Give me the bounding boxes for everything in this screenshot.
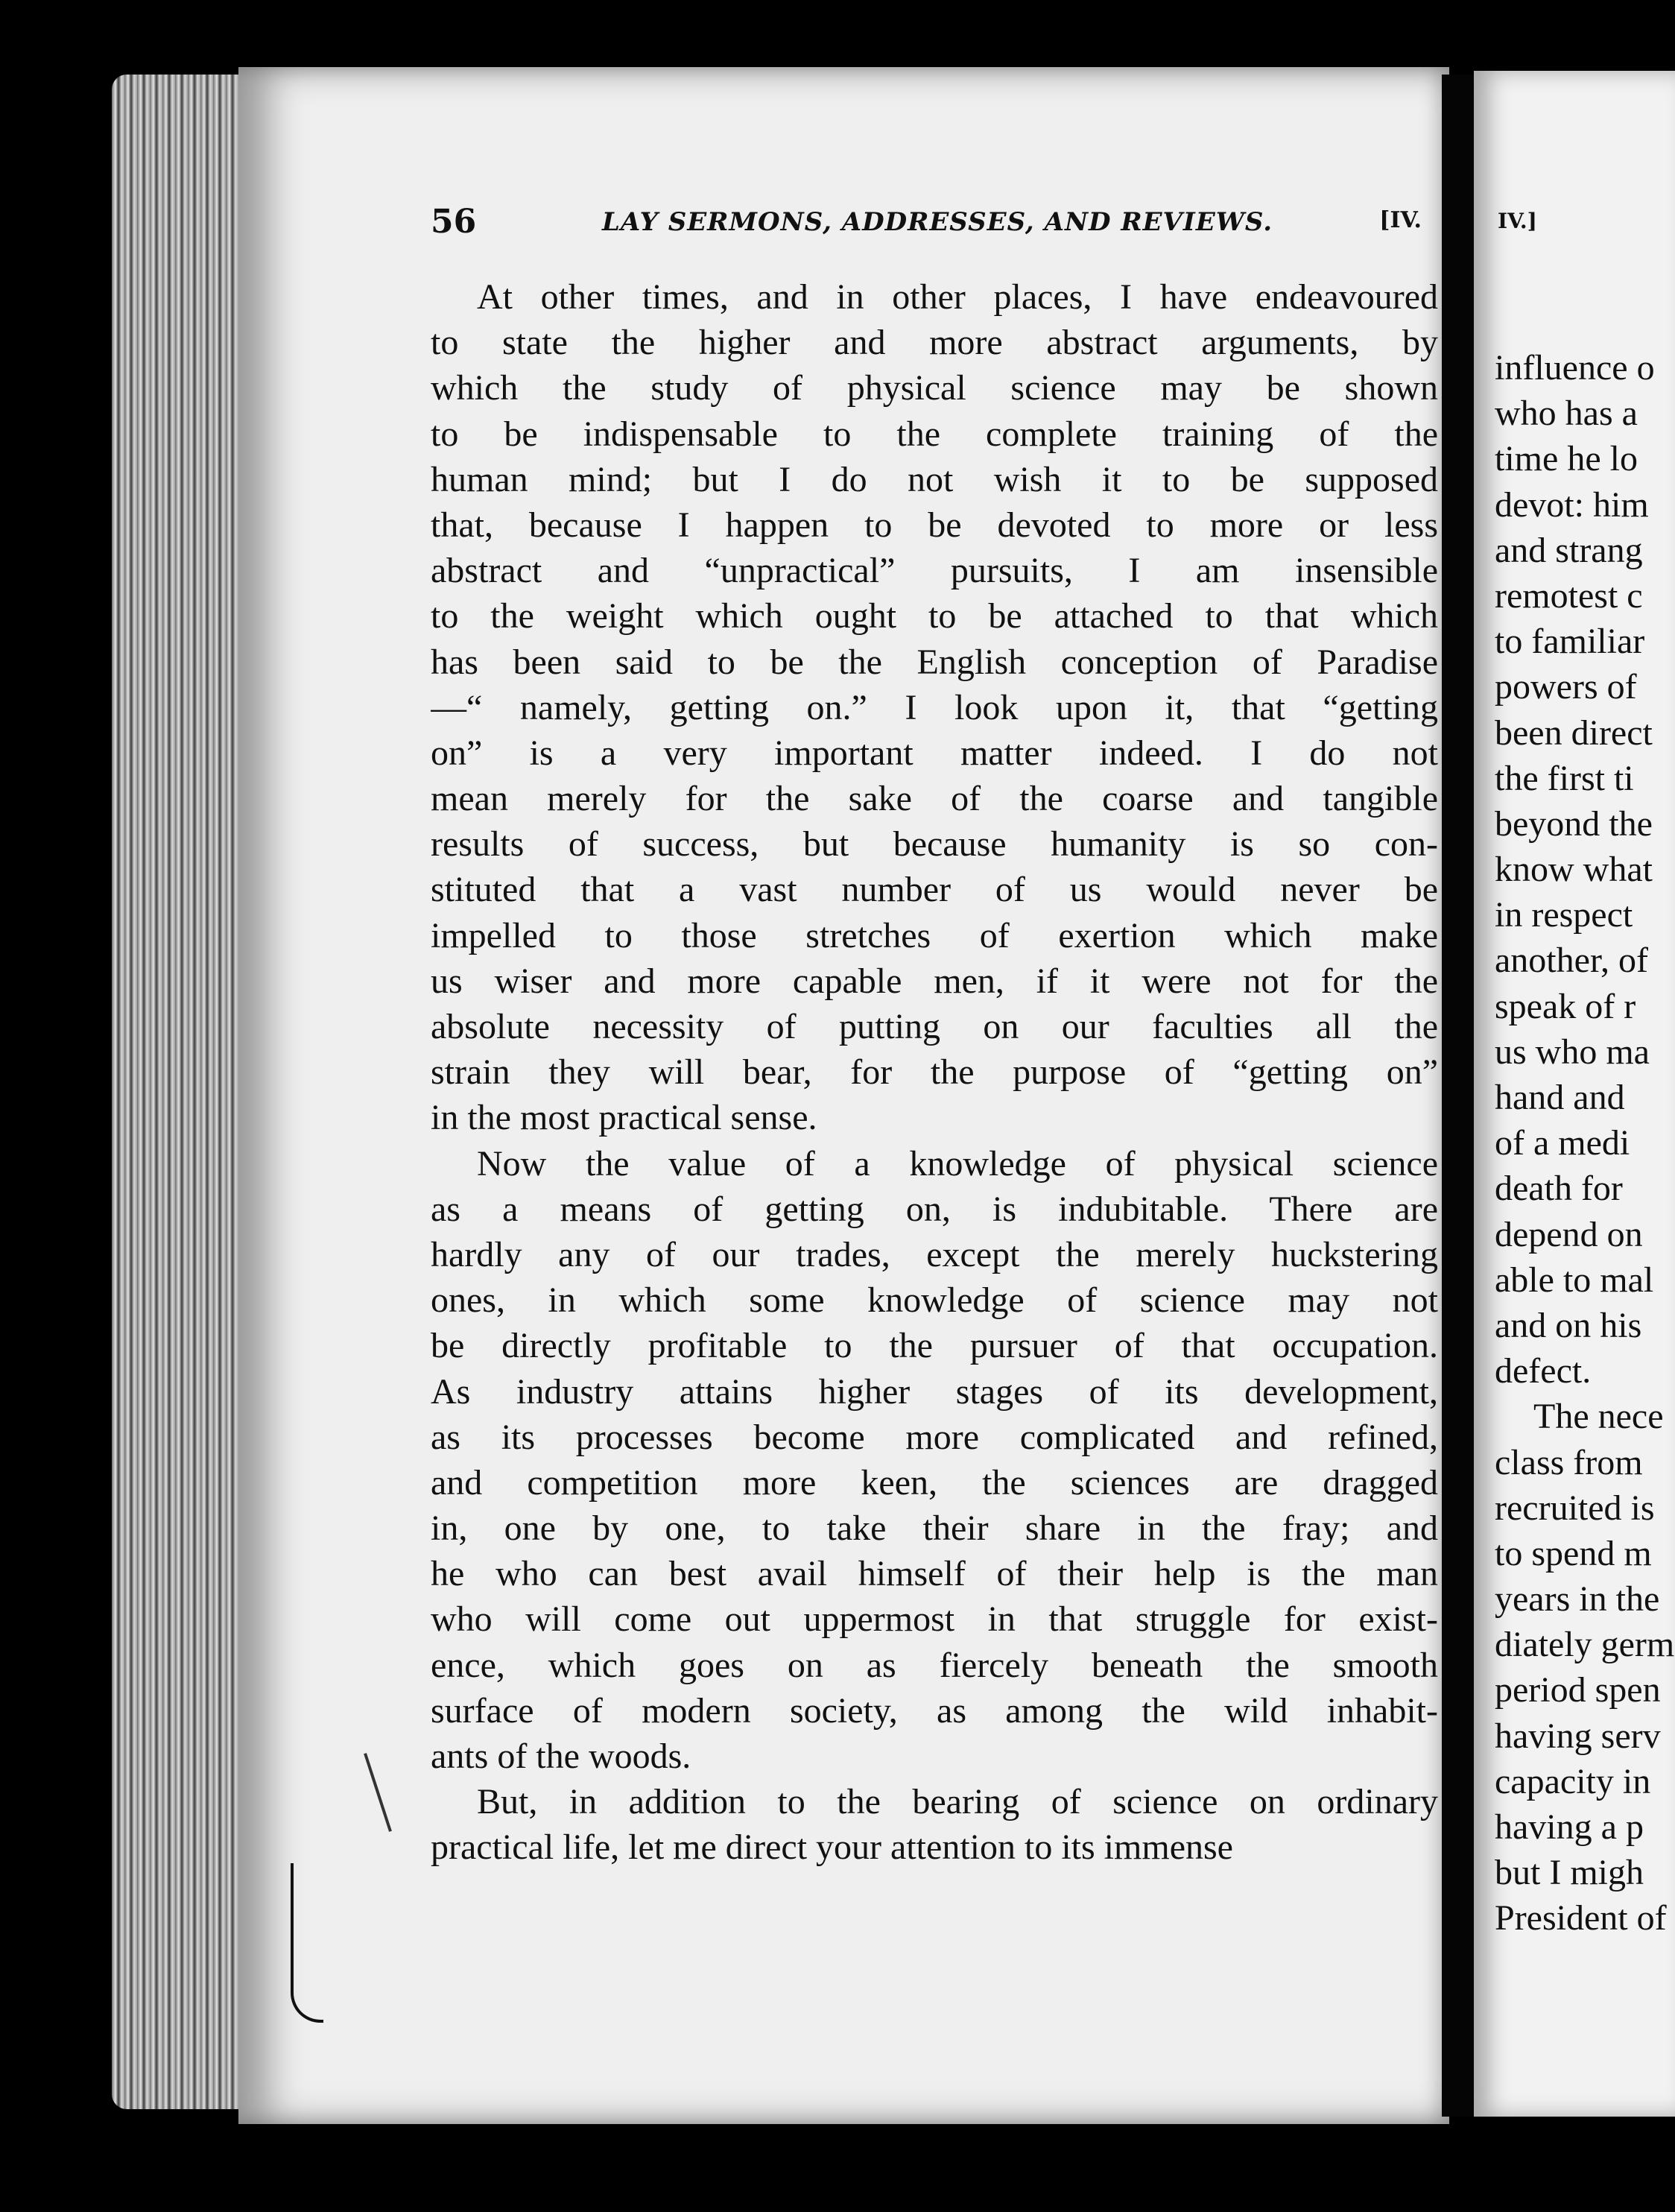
right-text-line: us who ma [1495, 1031, 1650, 1072]
right-text-line: time he lo [1495, 439, 1638, 479]
text-line: and competition more keen, the sciences are dragged [431, 1462, 1438, 1502]
text-line: As industry attains higher stages of its development, [431, 1371, 1438, 1412]
text-line: Now the value of a knowledge of physical science [477, 1143, 1438, 1184]
right-text-line: having serv [1495, 1716, 1661, 1756]
text-line: who will come out uppermost in that struggle for exist- [431, 1599, 1438, 1640]
right-text-line: devot: him [1495, 484, 1649, 525]
right-text-line: know what [1495, 850, 1653, 890]
right-text-line: and strang [1495, 530, 1643, 570]
text-line: to the weight which ought to be attached to that which [431, 596, 1438, 636]
text-line: human mind; but I do not wish it to be supposed [431, 459, 1438, 499]
text-line: be directly profitable to the pursuer of that occupation. [431, 1326, 1438, 1366]
text-line: results of success, but because humanity is so con- [431, 824, 1438, 865]
chapter-marker: [IV. [1379, 207, 1422, 233]
right-text-line: able to mal [1495, 1260, 1654, 1300]
text-line: strain they will bear, for the purpose of “getting on” [431, 1052, 1438, 1093]
text-line: has been said to be the English conception of Paradise [431, 642, 1438, 682]
text-line: to be indispensable to the complete training of the [431, 414, 1438, 454]
text-line: he who can best avail himself of their help is the man [431, 1554, 1438, 1594]
right-text-line: been direct [1495, 712, 1653, 753]
text-line: ones, in which some knowledge of science may not [431, 1280, 1438, 1321]
right-text-line: The nece [1533, 1397, 1664, 1437]
right-text-line: but I migh [1495, 1853, 1644, 1893]
right-text-line: death for [1495, 1169, 1623, 1209]
text-line: At other times, and in other places, I have endeavoured [477, 277, 1438, 317]
running-head [431, 203, 1422, 255]
text-line: in, one by one, to take their share in the fray; and [431, 1508, 1438, 1549]
right-text-line: in respect [1495, 895, 1633, 935]
right-text-line: the first ti [1495, 758, 1634, 798]
right-text-line: diately germ [1495, 1625, 1675, 1665]
text-line: that, because I happen to be devoted to more or less [431, 505, 1438, 545]
body-text [431, 274, 1438, 1871]
right-text-line: of a medi [1495, 1123, 1630, 1163]
text-line: stituted that a vast number of us would never be [431, 870, 1438, 910]
text-line: ants of the woods. [431, 1737, 691, 1776]
text-line: mean merely for the sake of the coarse and tangible [431, 779, 1438, 819]
right-text-line: depend on [1495, 1214, 1643, 1254]
text-line: as its processes become more complicated and refined, [431, 1417, 1438, 1457]
right-text-line: hand and [1495, 1078, 1625, 1117]
text-line: impelled to those stretches of exertion which make [431, 915, 1438, 955]
text-line: abstract and “unpractical” pursuits, I am insensible [431, 551, 1438, 591]
right-chapter-marker: IV.] [1498, 209, 1537, 233]
page-number: 56 [431, 203, 477, 241]
right-text-line: defect. [1495, 1351, 1592, 1391]
right-text-line: President of [1495, 1898, 1667, 1938]
running-title: LAY SERMONS, ADDRESSES, AND REVIEWS. [602, 207, 1273, 237]
right-text-line: beyond the [1495, 803, 1653, 844]
right-text-line: speak of r [1495, 986, 1636, 1026]
right-text-line: influence o [1495, 348, 1655, 388]
right-text-line: recruited is [1495, 1488, 1655, 1528]
text-line: on” is a very important matter indeed. I do not [431, 733, 1438, 773]
text-line: which the study of physical science may be shown [431, 368, 1438, 408]
right-text-line: who has a [1495, 394, 1638, 434]
text-line: to state the higher and more abstract arguments, by [431, 323, 1438, 363]
text-line: hardly any of our trades, except the merely huckstering [431, 1234, 1438, 1274]
text-line: us wiser and more capable men, if it were not for the [431, 961, 1438, 1001]
text-line: absolute necessity of putting on our faculties all the [431, 1007, 1438, 1046]
right-text-line: class from [1495, 1442, 1643, 1482]
book-gutter [1442, 75, 1475, 2117]
right-text-line: and on his [1495, 1305, 1642, 1345]
text-line: in the most practical sense. [431, 1098, 817, 1138]
text-line: But, in addition to the bearing of science on ordinary [477, 1782, 1438, 1822]
text-line: as a means of getting on, is indubitable. There are [431, 1189, 1438, 1229]
right-text-line: to spend m [1495, 1533, 1652, 1573]
right-text-line: period spen [1495, 1670, 1661, 1710]
right-text-line: powers of [1495, 667, 1637, 707]
right-page-text [1495, 345, 1675, 1941]
text-line: ence, which goes on as fiercely beneath the smooth [431, 1645, 1438, 1685]
text-line: —“ namely, getting on.” I look upon it, that “getting [431, 687, 1438, 727]
text-line: practical life, let me direct your attention to its immense [431, 1827, 1233, 1868]
right-text-line: to familiar [1495, 622, 1645, 662]
right-text-line: another, of [1495, 941, 1648, 981]
right-page [1474, 71, 1675, 2117]
text-line: surface of modern society, as among the wild inhabit- [431, 1690, 1438, 1731]
right-text-line: remotest c [1495, 575, 1643, 616]
right-text-line: years in the [1495, 1579, 1660, 1619]
right-text-line: capacity in [1495, 1761, 1651, 1801]
bookmark-thread [291, 1863, 323, 2023]
right-text-line: having a p [1495, 1807, 1644, 1847]
